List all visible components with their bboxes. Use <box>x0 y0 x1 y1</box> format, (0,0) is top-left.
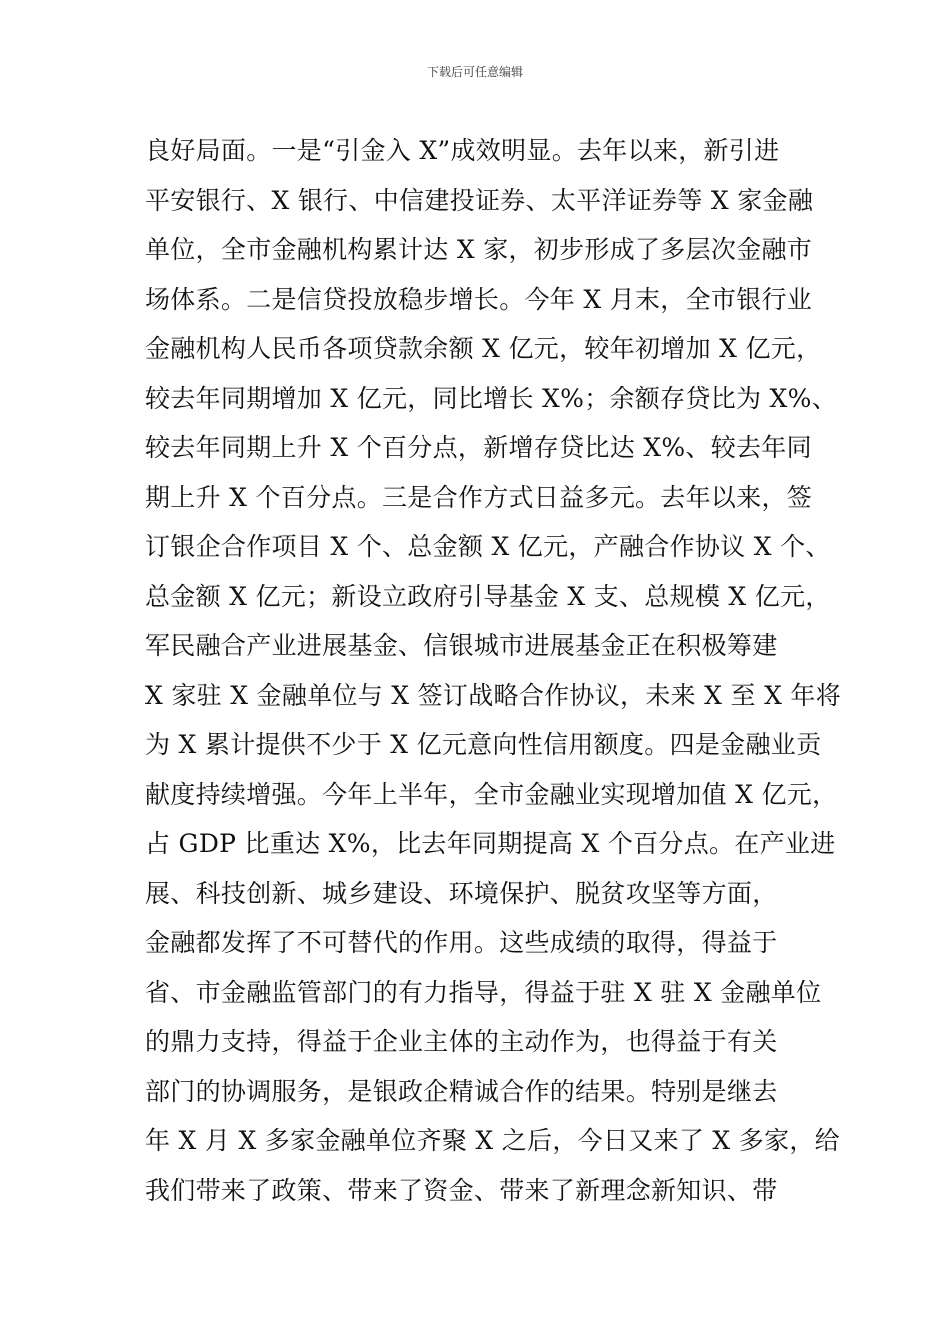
text-line: 订银企合作项目 X 个、总金额 X 亿元，产融合作协议 X 个、 <box>145 532 831 561</box>
body-paragraph <box>145 126 842 1215</box>
text-line: 总金额 X 亿元；新设立政府引导基金 X 支、总规模 X 亿元， <box>145 581 831 611</box>
text-line: 场体系。二是信贷投放稳步增长。今年 X 月末，全市银行业 <box>145 284 813 314</box>
text-line: 部门的协调服务，是银政企精诚合作的结果。特别是继去 <box>145 1076 778 1106</box>
text-line: 为 X 累计提供不少于 X 亿元意向性信用额度。四是金融业贡 <box>145 730 822 759</box>
text-line: 的鼎力支持，得益于企业主体的主动作为，也得益于有关 <box>145 1027 778 1056</box>
text-line: X 家驻 X 金融单位与 X 签订战略合作协议，未来 X 至 X 年将 <box>145 680 842 710</box>
text-line: 金融机构人民币各项贷款余额 X 亿元，较年初增加 X 亿元， <box>145 334 822 363</box>
text-line: 较去年同期上升 X 个百分点，新增存贷比达 X%、较去年同 <box>145 433 812 462</box>
text-line: 展、科技创新、城乡建设、环境保护、脱贫攻坚等方面， <box>145 878 778 908</box>
page-header: 下载后可任意编辑 <box>426 65 523 79</box>
text-line: 金融都发挥了不可替代的作用。这些成绩的取得，得益于 <box>145 928 778 957</box>
text-line: 占 GDP 比重达 X%，比去年同期提高 X 个百分点。在产业进 <box>145 829 836 858</box>
text-line: 军民融合产业进展基金、信银城市进展基金正在积极筹建 <box>145 631 778 660</box>
text-line: 省、市金融监管部门的有力指导，得益于驻 X 驻 X 金融单位 <box>145 977 822 1007</box>
text-line: 我们带来了政策、带来了资金、带来了新理念新知识、带 <box>145 1175 778 1205</box>
text-line: 平安银行、X 银行、中信建投证券、太平洋证券等 X 家金融 <box>145 185 814 215</box>
text-line: 单位，全市金融机构累计达 X 家，初步形成了多层次金融市 <box>145 235 813 264</box>
text-line: 较去年同期增加 X 亿元，同比增长 X%；余额存贷比为 X%、 <box>145 383 837 413</box>
text-line: 期上升 X 个百分点。三是合作方式日益多元。去年以来，签 <box>145 482 813 512</box>
text-line: 献度持续增强。今年上半年，全市金融业实现增加值 X 亿元， <box>145 779 838 809</box>
text-line: 年 X 月 X 多家金融单位齐聚 X 之后，今日又来了 X 多家，给 <box>145 1126 840 1155</box>
text-line: 良好局面。一是“引金入 X”成效明显。去年以来，新引进 <box>145 136 780 165</box>
